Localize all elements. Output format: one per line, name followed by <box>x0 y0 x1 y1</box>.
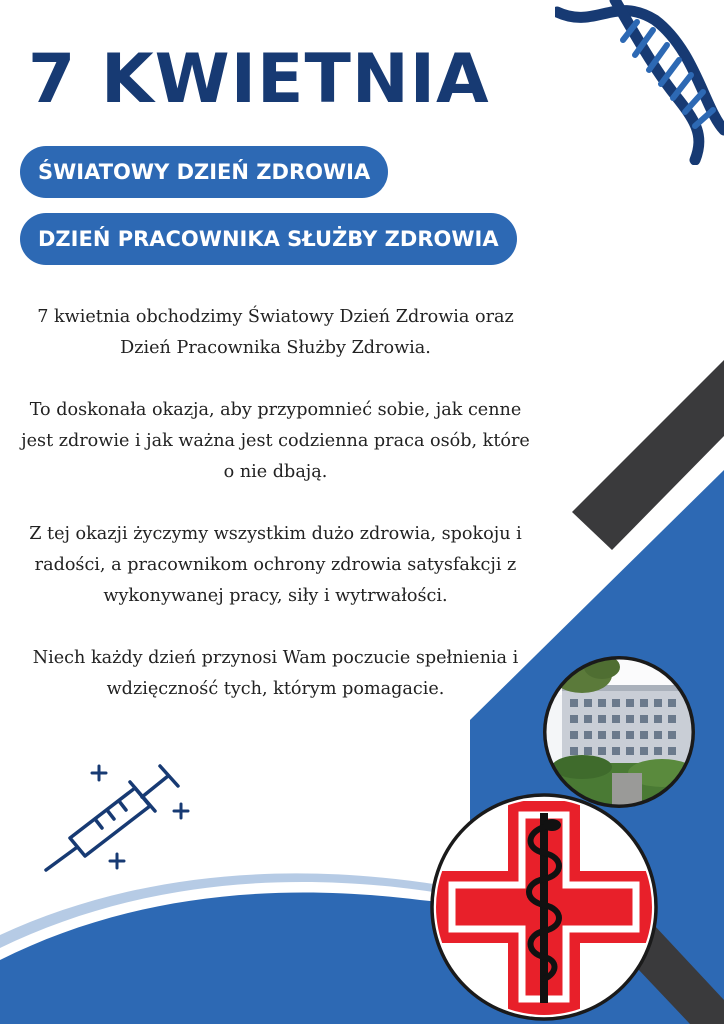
paragraph-4: Niech każdy dzień przynosi Wam poczucie spełnienia i wdzięczność tych, którym pomagacie. <box>32 648 519 699</box>
plus-sparkle-icon <box>172 802 190 820</box>
badge-world-health-day: ŚWIATOWY DZIEŃ ZDROWIA <box>20 146 388 198</box>
paragraph-2: To doskonała okazja, aby przypomnieć sobie, jak cenne jest zdrowie i jak ważna jest codzienna praca osób, które o nie dbają. <box>21 400 530 482</box>
hospital-building-photo <box>542 655 696 809</box>
plus-sparkle-icon <box>90 764 108 782</box>
dna-icon <box>555 0 724 165</box>
medical-cross-emblem <box>430 793 658 1021</box>
paragraph-3: Z tej okazji życzymy wszystkim dużo zdrowia, spokoju i radości, a pracownikom ochrony zdrowia satysfakcji z wykonywanej pracy, siły i wytrwałości. <box>29 524 522 606</box>
plus-sparkle-icon <box>108 852 126 870</box>
body-text <box>18 302 533 736</box>
paragraph-1: 7 kwietnia obchodzimy Światowy Dzień Zdrowia oraz Dzień Pracownika Służby Zdrowia. <box>37 307 514 358</box>
page-title: 7 KWIETNIA <box>28 40 490 119</box>
badge-health-worker-day: DZIEŃ PRACOWNIKA SŁUŻBY ZDROWIA <box>20 213 517 265</box>
